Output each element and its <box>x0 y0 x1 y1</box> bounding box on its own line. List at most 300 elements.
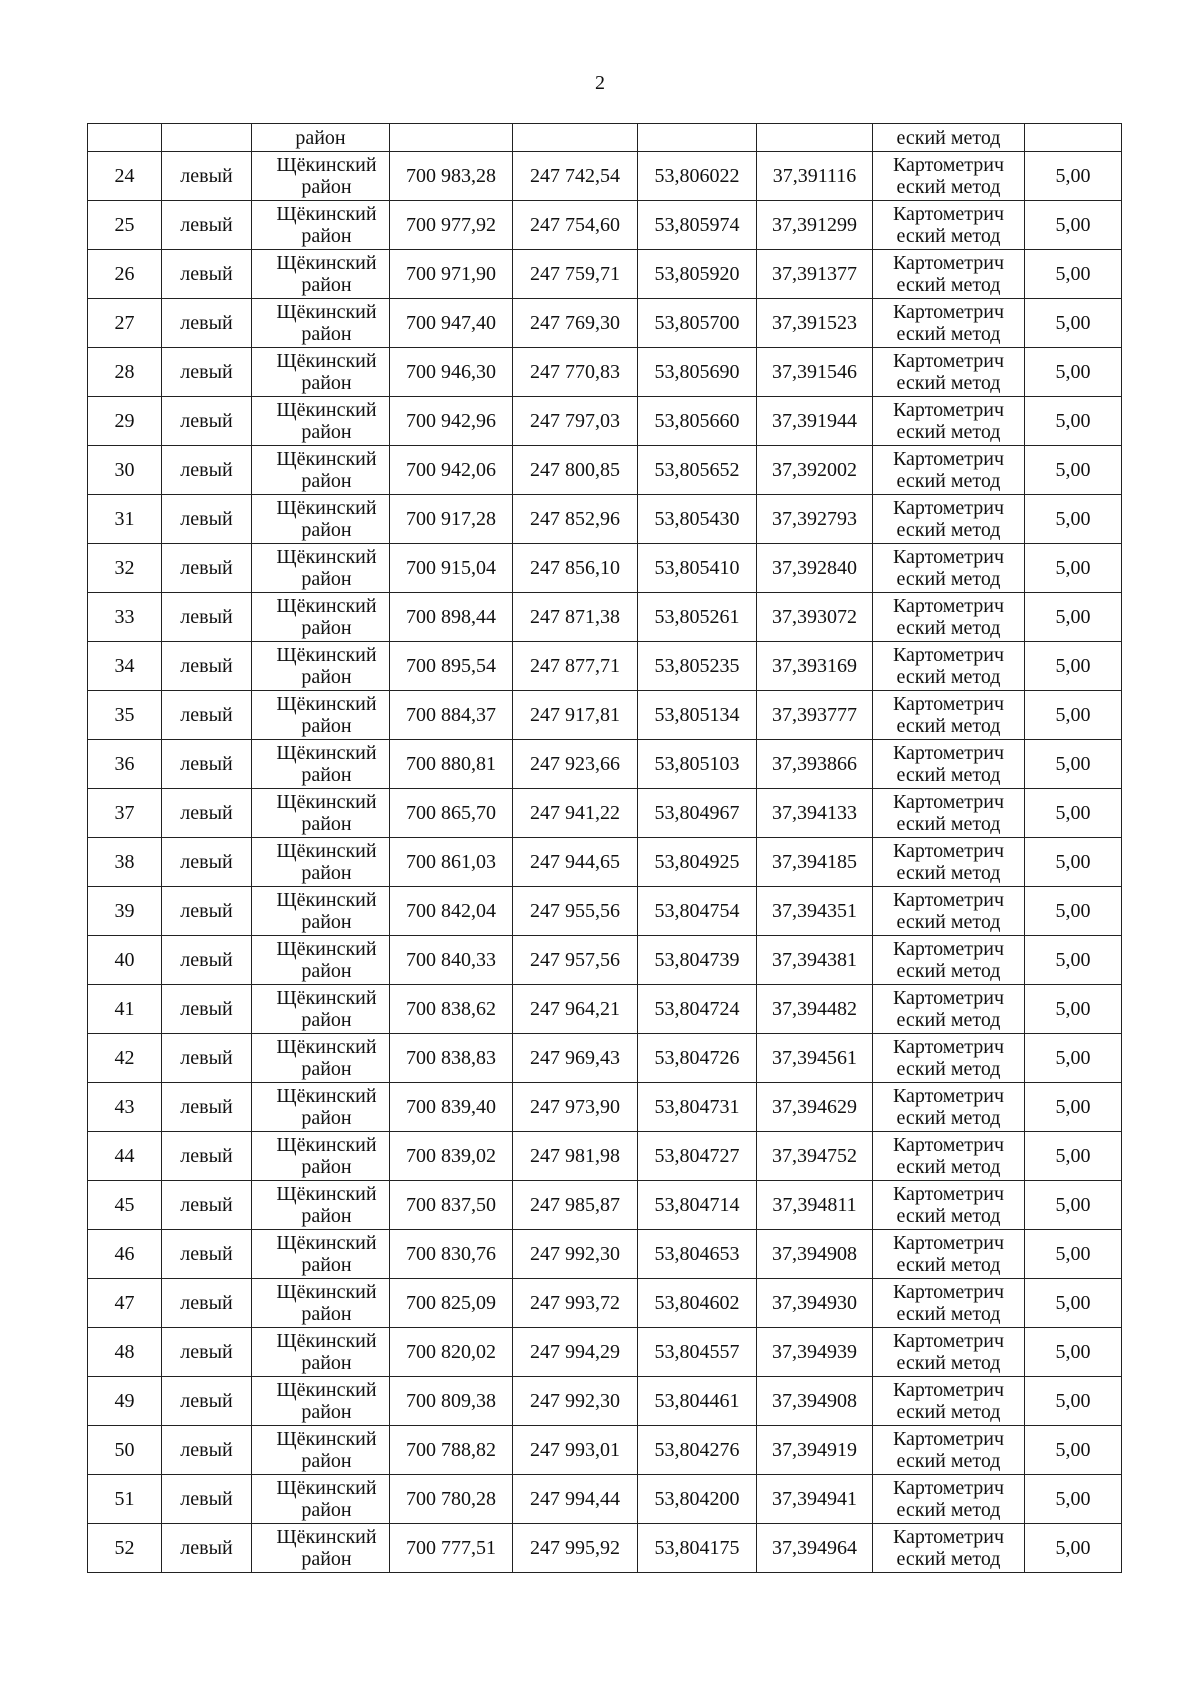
table-row <box>88 985 1122 1034</box>
cell-method <box>873 1475 1025 1524</box>
cell-x: 700 884,37 <box>390 691 513 740</box>
method-line1: Картометрич <box>892 1379 1005 1401</box>
cell-y: 247 944,65 <box>513 838 638 887</box>
cell-number: 29 <box>88 397 162 446</box>
cell-accuracy: 5,00 <box>1025 593 1122 642</box>
district-line2: район <box>301 1303 352 1325</box>
cell-x: 700 837,50 <box>390 1181 513 1230</box>
cell-method <box>873 299 1025 348</box>
cell-number <box>88 124 162 152</box>
cell-district <box>252 446 390 495</box>
district-line2: район <box>301 568 352 590</box>
cell-method <box>873 201 1025 250</box>
cell-accuracy: 5,00 <box>1025 1328 1122 1377</box>
method-line2: еский метод <box>896 1450 1001 1472</box>
cell-district <box>252 985 390 1034</box>
cell-longitude: 37,394351 <box>757 887 873 936</box>
district-line1: Щёкинский <box>276 1232 377 1254</box>
district-line1: Щёкинский <box>276 1134 377 1156</box>
cell-district <box>252 299 390 348</box>
cell-latitude: 53,804925 <box>638 838 757 887</box>
district-line1: Щёкинский <box>276 938 377 960</box>
cell-method <box>873 1230 1025 1279</box>
cell-number: 35 <box>88 691 162 740</box>
cell-longitude: 37,393777 <box>757 691 873 740</box>
district-line1: Щёкинский <box>276 497 377 519</box>
district-line1: Щёкинский <box>276 448 377 470</box>
district-line1: Щёкинский <box>276 1183 377 1205</box>
cell-side: левый <box>162 642 252 691</box>
cell-latitude: 53,805134 <box>638 691 757 740</box>
cell-latitude: 53,804461 <box>638 1377 757 1426</box>
method-line2: еский метод <box>896 470 1001 492</box>
cell-district: район <box>252 124 390 152</box>
method-line1: Картометрич <box>892 252 1005 274</box>
district-line1: Щёкинский <box>276 595 377 617</box>
cell-latitude: 53,804726 <box>638 1034 757 1083</box>
cell-longitude: 37,391944 <box>757 397 873 446</box>
cell-side: левый <box>162 740 252 789</box>
cell-method <box>873 887 1025 936</box>
cell-y: 247 992,30 <box>513 1230 638 1279</box>
cell-accuracy: 5,00 <box>1025 446 1122 495</box>
method-line1: Картометрич <box>892 350 1005 372</box>
cell-y: 247 941,22 <box>513 789 638 838</box>
cell-side: левый <box>162 691 252 740</box>
method-line2: еский метод <box>896 1254 1001 1276</box>
method-line2: еский метод <box>896 1205 1001 1227</box>
district-line2: район <box>301 960 352 982</box>
table-row <box>88 152 1122 201</box>
cell-latitude: 53,804175 <box>638 1524 757 1573</box>
cell-district <box>252 1034 390 1083</box>
table-row <box>88 1083 1122 1132</box>
cell-side: левый <box>162 1279 252 1328</box>
cell-side: левый <box>162 1475 252 1524</box>
district-line1: Щёкинский <box>276 791 377 813</box>
table-row <box>88 838 1122 887</box>
district-line1: Щёкинский <box>276 644 377 666</box>
method-line1: Картометрич <box>892 595 1005 617</box>
cell-method <box>873 838 1025 887</box>
cell-number: 30 <box>88 446 162 495</box>
cell-longitude: 37,394381 <box>757 936 873 985</box>
cell-y: 247 994,29 <box>513 1328 638 1377</box>
cell-number: 37 <box>88 789 162 838</box>
cell-number: 32 <box>88 544 162 593</box>
cell-longitude: 37,394930 <box>757 1279 873 1328</box>
cell-x: 700 842,04 <box>390 887 513 936</box>
cell-method <box>873 348 1025 397</box>
cell-side: левый <box>162 250 252 299</box>
cell-accuracy: 5,00 <box>1025 1475 1122 1524</box>
method-line1: Картометрич <box>892 742 1005 764</box>
cell-method <box>873 544 1025 593</box>
cell-district <box>252 250 390 299</box>
cell-y: 247 964,21 <box>513 985 638 1034</box>
method-line2: еский метод <box>896 764 1001 786</box>
cell-method: еский метод <box>873 124 1025 152</box>
table-row <box>88 1475 1122 1524</box>
cell-number: 38 <box>88 838 162 887</box>
cell-method <box>873 446 1025 495</box>
cell-number: 24 <box>88 152 162 201</box>
cell-district <box>252 201 390 250</box>
cell-longitude: 37,394133 <box>757 789 873 838</box>
cell-accuracy <box>1025 124 1122 152</box>
method-line2: еский метод <box>896 274 1001 296</box>
cell-district <box>252 1377 390 1426</box>
cell-y: 247 742,54 <box>513 152 638 201</box>
cell-district <box>252 593 390 642</box>
table-row <box>88 250 1122 299</box>
cell-latitude: 53,805974 <box>638 201 757 250</box>
cell-district <box>252 1279 390 1328</box>
cell-district <box>252 1328 390 1377</box>
table-row <box>88 887 1122 936</box>
district-line1: Щёкинский <box>276 1036 377 1058</box>
cell-latitude: 53,804602 <box>638 1279 757 1328</box>
cell-accuracy: 5,00 <box>1025 544 1122 593</box>
cell-side: левый <box>162 593 252 642</box>
cell-y: 247 981,98 <box>513 1132 638 1181</box>
cell-accuracy: 5,00 <box>1025 789 1122 838</box>
cell-y: 247 770,83 <box>513 348 638 397</box>
cell-accuracy: 5,00 <box>1025 495 1122 544</box>
district-line1: Щёкинский <box>276 693 377 715</box>
cell-method <box>873 1034 1025 1083</box>
cell-district <box>252 1083 390 1132</box>
method-line2: еский метод <box>896 813 1001 835</box>
cell-latitude: 53,804724 <box>638 985 757 1034</box>
district-line2: район <box>301 176 352 198</box>
cell-number: 44 <box>88 1132 162 1181</box>
district-line1: Щёкинский <box>276 1428 377 1450</box>
cell-district <box>252 642 390 691</box>
cell-district <box>252 1230 390 1279</box>
cell-number: 50 <box>88 1426 162 1475</box>
cell-x: 700 809,38 <box>390 1377 513 1426</box>
cell-latitude: 53,805261 <box>638 593 757 642</box>
cell-side: левый <box>162 1377 252 1426</box>
cell-y: 247 871,38 <box>513 593 638 642</box>
cell-latitude: 53,804731 <box>638 1083 757 1132</box>
method-line2: еский метод <box>896 666 1001 688</box>
cell-accuracy: 5,00 <box>1025 1230 1122 1279</box>
cell-side: левый <box>162 201 252 250</box>
district-line1: Щёкинский <box>276 1281 377 1303</box>
district-line2: район <box>301 911 352 933</box>
method-line1: Картометрич <box>892 1183 1005 1205</box>
district-line1: Щёкинский <box>276 252 377 274</box>
cell-longitude: 37,392840 <box>757 544 873 593</box>
cell-side: левый <box>162 1181 252 1230</box>
district-line2: район <box>301 1058 352 1080</box>
table-row <box>88 1524 1122 1573</box>
cell-y: 247 969,43 <box>513 1034 638 1083</box>
method-line2: еский метод <box>896 617 1001 639</box>
cell-x: 700 946,30 <box>390 348 513 397</box>
cell-method <box>873 985 1025 1034</box>
cell-longitude: 37,394908 <box>757 1230 873 1279</box>
table-row <box>88 1230 1122 1279</box>
cell-accuracy: 5,00 <box>1025 250 1122 299</box>
table-row <box>88 397 1122 446</box>
cell-longitude: 37,394908 <box>757 1377 873 1426</box>
method-line1: Картометрич <box>892 301 1005 323</box>
district-line2: район <box>301 1499 352 1521</box>
district-line1: Щёкинский <box>276 350 377 372</box>
cell-number: 31 <box>88 495 162 544</box>
district-line2: район <box>301 764 352 786</box>
table-row <box>88 201 1122 250</box>
cell-x: 700 942,96 <box>390 397 513 446</box>
cell-number: 47 <box>88 1279 162 1328</box>
cell-side: левый <box>162 1132 252 1181</box>
table-row <box>88 789 1122 838</box>
cell-y <box>513 124 638 152</box>
cell-method <box>873 789 1025 838</box>
cell-y: 247 957,56 <box>513 936 638 985</box>
table-row <box>88 1132 1122 1181</box>
cell-latitude: 53,805103 <box>638 740 757 789</box>
cell-y: 247 800,85 <box>513 446 638 495</box>
cell-side: левый <box>162 348 252 397</box>
cell-x: 700 838,62 <box>390 985 513 1034</box>
cell-side: левый <box>162 152 252 201</box>
district-line2: район <box>301 1254 352 1276</box>
cell-longitude: 37,393072 <box>757 593 873 642</box>
district-line1: Щёкинский <box>276 1330 377 1352</box>
cell-x: 700 838,83 <box>390 1034 513 1083</box>
cell-x: 700 788,82 <box>390 1426 513 1475</box>
district-line1: Щёкинский <box>276 987 377 1009</box>
district-line2: район <box>301 1009 352 1031</box>
page-number: 2 <box>595 72 605 94</box>
district-line1: Щёкинский <box>276 546 377 568</box>
cell-latitude: 53,804714 <box>638 1181 757 1230</box>
cell-side: левый <box>162 1524 252 1573</box>
cell-side <box>162 124 252 152</box>
cell-x: 700 977,92 <box>390 201 513 250</box>
method-line2: еский метод <box>896 323 1001 345</box>
cell-latitude: 53,804200 <box>638 1475 757 1524</box>
cell-accuracy: 5,00 <box>1025 1181 1122 1230</box>
cell-y: 247 877,71 <box>513 642 638 691</box>
method-line1: Картометрич <box>892 938 1005 960</box>
cell-number: 42 <box>88 1034 162 1083</box>
cell-latitude: 53,806022 <box>638 152 757 201</box>
method-line1: Картометрич <box>892 1281 1005 1303</box>
cell-longitude: 37,394941 <box>757 1475 873 1524</box>
cell-latitude: 53,804739 <box>638 936 757 985</box>
method-line1: Картометрич <box>892 1036 1005 1058</box>
cell-x: 700 971,90 <box>390 250 513 299</box>
cell-side: левый <box>162 495 252 544</box>
cell-longitude: 37,394482 <box>757 985 873 1034</box>
district-line1: Щёкинский <box>276 203 377 225</box>
cell-number: 27 <box>88 299 162 348</box>
cell-x: 700 898,44 <box>390 593 513 642</box>
cell-x: 700 917,28 <box>390 495 513 544</box>
cell-number: 52 <box>88 1524 162 1573</box>
cell-latitude: 53,805690 <box>638 348 757 397</box>
table-row <box>88 1328 1122 1377</box>
cell-side: левый <box>162 936 252 985</box>
cell-number: 36 <box>88 740 162 789</box>
district-line2: район <box>301 617 352 639</box>
cell-method <box>873 1426 1025 1475</box>
table-row <box>88 544 1122 593</box>
cell-method <box>873 691 1025 740</box>
cell-method <box>873 740 1025 789</box>
district-line2: район <box>301 470 352 492</box>
cell-side: левый <box>162 1230 252 1279</box>
cell-method <box>873 152 1025 201</box>
method-line1: Картометрич <box>892 1428 1005 1450</box>
method-line1: Картометрич <box>892 497 1005 519</box>
district-line1: Щёкинский <box>276 301 377 323</box>
district-line1: Щёкинский <box>276 1477 377 1499</box>
cell-method <box>873 642 1025 691</box>
cell-y: 247 759,71 <box>513 250 638 299</box>
method-line2: еский метод <box>896 1107 1001 1129</box>
table-row <box>88 593 1122 642</box>
district-line2: район <box>301 1107 352 1129</box>
cell-method <box>873 1132 1025 1181</box>
method-line2: еский метод <box>896 519 1001 541</box>
cell-district <box>252 691 390 740</box>
cell-side: левый <box>162 1426 252 1475</box>
method-line2: еский метод <box>896 421 1001 443</box>
cell-x: 700 839,40 <box>390 1083 513 1132</box>
cell-accuracy: 5,00 <box>1025 299 1122 348</box>
cell-accuracy: 5,00 <box>1025 201 1122 250</box>
cell-number: 49 <box>88 1377 162 1426</box>
district-line2: район <box>301 1401 352 1423</box>
method-line1: Картометрич <box>892 840 1005 862</box>
cell-longitude: 37,391116 <box>757 152 873 201</box>
method-line1: Картометрич <box>892 1330 1005 1352</box>
method-line2: еский метод <box>896 1548 1001 1570</box>
district-line2: район <box>301 421 352 443</box>
cell-accuracy: 5,00 <box>1025 642 1122 691</box>
cell-x: 700 915,04 <box>390 544 513 593</box>
cell-x: 700 840,33 <box>390 936 513 985</box>
table-row <box>88 1181 1122 1230</box>
cell-side: левый <box>162 1328 252 1377</box>
method-line1: Картометрич <box>892 1232 1005 1254</box>
method-line1: Картометрич <box>892 1477 1005 1499</box>
method-line2: еский метод <box>896 176 1001 198</box>
method-line2: еский метод <box>896 715 1001 737</box>
district-line1: Щёкинский <box>276 840 377 862</box>
method-line2: еский метод <box>896 568 1001 590</box>
cell-longitude: 37,394811 <box>757 1181 873 1230</box>
cell-method <box>873 495 1025 544</box>
cell-y: 247 917,81 <box>513 691 638 740</box>
cell-district <box>252 1426 390 1475</box>
cell-side: левый <box>162 789 252 838</box>
district-line2: район <box>301 715 352 737</box>
cell-y: 247 754,60 <box>513 201 638 250</box>
cell-longitude: 37,391299 <box>757 201 873 250</box>
method-line1: Картометрич <box>892 1085 1005 1107</box>
cell-side: левый <box>162 544 252 593</box>
cell-latitude: 53,805410 <box>638 544 757 593</box>
cell-longitude <box>757 124 873 152</box>
cell-y: 247 797,03 <box>513 397 638 446</box>
method-line1: Картометрич <box>892 154 1005 176</box>
table-row <box>88 642 1122 691</box>
district-line2: район <box>301 1156 352 1178</box>
cell-number: 33 <box>88 593 162 642</box>
cell-number: 48 <box>88 1328 162 1377</box>
table-row <box>88 495 1122 544</box>
method-line2: еский метод <box>896 1352 1001 1374</box>
cell-accuracy: 5,00 <box>1025 1524 1122 1573</box>
cell-method <box>873 1377 1025 1426</box>
district-line2: район <box>301 519 352 541</box>
district-line1: Щёкинский <box>276 1085 377 1107</box>
table-row <box>88 446 1122 495</box>
cell-method <box>873 1083 1025 1132</box>
cell-y: 247 993,01 <box>513 1426 638 1475</box>
district-line2: район <box>301 862 352 884</box>
cell-x: 700 983,28 <box>390 152 513 201</box>
method-line1: Картометрич <box>892 399 1005 421</box>
cell-district <box>252 838 390 887</box>
cell-number: 40 <box>88 936 162 985</box>
cell-method <box>873 397 1025 446</box>
district-line1: Щёкинский <box>276 1526 377 1548</box>
cell-longitude: 37,391377 <box>757 250 873 299</box>
cell-side: левый <box>162 838 252 887</box>
table-row <box>88 1279 1122 1328</box>
method-line1: Картометрич <box>892 987 1005 1009</box>
method-line2: еский метод <box>896 1303 1001 1325</box>
district-line2: район <box>301 274 352 296</box>
cell-method <box>873 1181 1025 1230</box>
cell-x: 700 861,03 <box>390 838 513 887</box>
cell-longitude: 37,392002 <box>757 446 873 495</box>
district-line2: район <box>301 1205 352 1227</box>
cell-y: 247 856,10 <box>513 544 638 593</box>
cell-number: 43 <box>88 1083 162 1132</box>
table-row <box>88 740 1122 789</box>
table-row <box>88 1426 1122 1475</box>
method-line1: Картометрич <box>892 791 1005 813</box>
cell-longitude: 37,392793 <box>757 495 873 544</box>
cell-x <box>390 124 513 152</box>
cell-y: 247 923,66 <box>513 740 638 789</box>
method-line2: еский метод <box>896 1009 1001 1031</box>
cell-latitude: 53,805920 <box>638 250 757 299</box>
cell-x: 700 777,51 <box>390 1524 513 1573</box>
cell-latitude: 53,804653 <box>638 1230 757 1279</box>
cell-longitude: 37,394919 <box>757 1426 873 1475</box>
district-line1: Щёкинский <box>276 399 377 421</box>
table-row <box>88 691 1122 740</box>
cell-x: 700 830,76 <box>390 1230 513 1279</box>
cell-latitude: 53,804276 <box>638 1426 757 1475</box>
cell-accuracy: 5,00 <box>1025 887 1122 936</box>
cell-x: 700 825,09 <box>390 1279 513 1328</box>
cell-latitude <box>638 124 757 152</box>
cell-y: 247 852,96 <box>513 495 638 544</box>
cell-latitude: 53,805660 <box>638 397 757 446</box>
cell-longitude: 37,394629 <box>757 1083 873 1132</box>
